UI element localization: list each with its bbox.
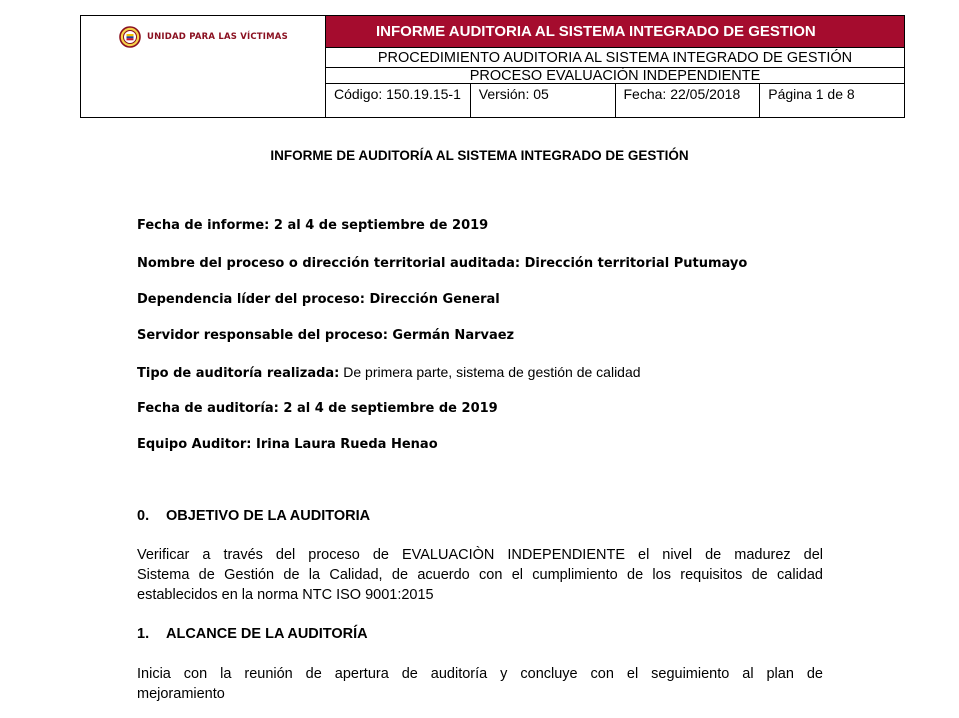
- version-cell: [470, 84, 615, 118]
- audit-type-field: [137, 364, 641, 381]
- section-heading-scope: [137, 626, 368, 642]
- section-title: OBJETIVO DE LA AUDITORIA: [166, 508, 371, 524]
- date-cell: [615, 84, 760, 118]
- audit-date-field: Fecha de auditoría: 2 al 4 de septiembre de 2019: [137, 401, 498, 416]
- lead-unit-field: Dependencia líder del proceso: Dirección General: [137, 292, 500, 307]
- paragraph-line: mejoramiento: [137, 686, 225, 702]
- process-name-field: Nombre del proceso o dirección territorial auditada: Dirección territorial Putumayo: [137, 256, 748, 271]
- audit-type-label: Tipo de auditoría realizada:: [137, 366, 340, 381]
- section-heading-objective: [137, 508, 370, 524]
- document-date: Fecha: 22/05/2018: [623, 86, 741, 102]
- scope-paragraph: [137, 664, 823, 704]
- section-title: ALCANCE DE LA AUDITORÍA: [166, 626, 368, 642]
- document-header-table: [80, 15, 905, 118]
- logo-text: UNIDAD PARA LAS VÍCTIMAS: [147, 32, 288, 42]
- report-date-field: Fecha de informe: 2 al 4 de septiembre de 2019: [137, 218, 489, 233]
- code-cell: [326, 84, 471, 118]
- section-number: 0.: [137, 508, 150, 524]
- procedure-name: PROCEDIMIENTO AUDITORIA AL SISTEMA INTEGRADO DE GESTIÓN: [326, 48, 905, 68]
- audit-team-field: Equipo Auditor: Irina Laura Rueda Henao: [137, 437, 438, 452]
- paragraph-line: Sistema de Gestión de la Calidad, de acuerdo con el cumplimiento de los requisitos de calidad: [137, 567, 823, 583]
- page-title: INFORME DE AUDITORÍA AL SISTEMA INTEGRADO DE GESTIÓN: [270, 148, 689, 163]
- report-header-title: INFORME AUDITORIA AL SISTEMA INTEGRADO DE GESTION: [326, 16, 905, 48]
- responsible-field: Servidor responsable del proceso: Germán Narvaez: [137, 328, 515, 343]
- audit-type-value: De primera parte, sistema de gestión de calidad: [339, 364, 641, 380]
- paragraph-line: Inicia con la reunión de apertura de auditoría y concluye con el seguimiento al plan de: [137, 666, 823, 682]
- objective-paragraph: [137, 545, 823, 605]
- logo: [81, 16, 325, 48]
- page-number: Página 1 de 8: [768, 86, 855, 102]
- logo-cell: [81, 16, 326, 118]
- section-number: 1.: [137, 626, 150, 642]
- paragraph-line: Verificar a través del proceso de EVALUACIÒN INDEPENDIENTE el nivel de madurez del: [137, 547, 823, 563]
- colombia-seal-icon: [119, 26, 141, 48]
- page-cell: [760, 84, 905, 118]
- document-code: Código: 150.19.15-1: [334, 86, 461, 102]
- process-name: PROCESO EVALUACIÒN INDEPENDIENTE: [326, 68, 905, 84]
- document-version: Versión: 05: [478, 86, 549, 102]
- paragraph-line: establecidos en la norma NTC ISO 9001:2015: [137, 587, 434, 603]
